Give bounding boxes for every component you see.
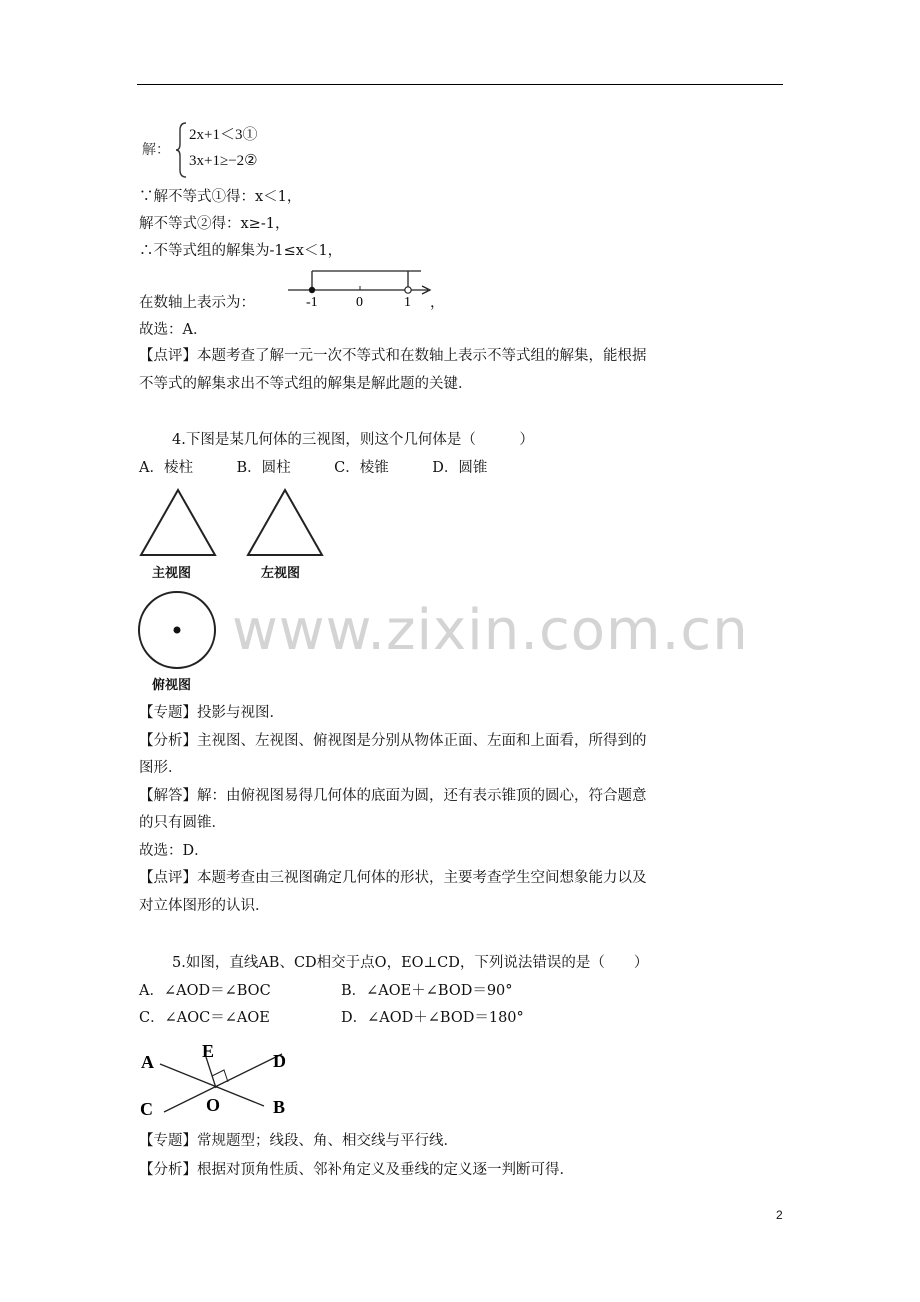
choice-a: 故选：A． [139, 322, 208, 338]
numberline-label-0: 0 [356, 295, 363, 310]
left-view-label: 左视图 [261, 566, 301, 581]
q4-topic: 【专题】投影与视图． [139, 705, 284, 721]
solution-line-1: ∵解不等式①得：x＜1， [139, 189, 302, 205]
solution-line-3: ∴不等式组的解集为-1≤x＜1， [139, 243, 343, 259]
q5-analysis: 【分析】根据对顶角性质、邻补角定义及垂线的定义逐一判断可得． [139, 1162, 574, 1178]
q4-choice: 故选：D． [139, 843, 209, 859]
q5-option-a: A．∠AOD＝∠BOC [139, 983, 271, 999]
inequality-system [139, 121, 339, 181]
number-line [284, 266, 444, 310]
point-label-b: B [273, 1097, 286, 1117]
q4-analysis-1: 【分析】主视图、左视图、俯视图是分别从物体正面、左面和上面看，所得到的 [139, 733, 647, 749]
point-label-e: E [202, 1041, 215, 1061]
front-view-triangle [138, 487, 218, 559]
q4-answer-1: 【解答】解：由俯视图易得几何体的底面为圆，还有表示锥顶的圆心，符合题意 [139, 788, 647, 804]
system-brace [175, 121, 189, 179]
q5-topic: 【专题】常规题型；线段、角、相交线与平行线． [139, 1133, 458, 1149]
system-prefix: 解： [142, 142, 170, 158]
header-rule [137, 84, 783, 85]
q4-answer-2: 的只有圆锥． [139, 815, 226, 831]
numberline-prefix: 在数轴上表示为： [139, 295, 255, 311]
equation-2: 3x+1≥−2② [189, 153, 258, 169]
numberline-label-1: 1 [404, 295, 411, 310]
point-label-d: D [273, 1051, 286, 1071]
q4-options: A．棱柱 B．圆柱 C．棱锥 D．圆锥 [139, 460, 488, 476]
q5-question: 5.如图，直线AB、CD相交于点O，EO⊥CD，下列说法错误的是（ ） [172, 955, 649, 971]
q4-comment-1: 【点评】本题考查由三视图确定几何体的形状，主要考查学生空间想象能力以及 [139, 870, 647, 886]
top-view-circle [136, 589, 218, 671]
left-view-triangle [245, 487, 325, 559]
q4-question: 4.下图是某几何体的三视图，则这个几何体是（ ） [172, 432, 534, 448]
solution-line-2: 解不等式②得：x≥-1， [139, 216, 290, 232]
comment-line-2: 不等式的解集求出不等式组的解集是解此题的关键． [139, 376, 473, 392]
q4-comment-2: 对立体图形的认识． [139, 898, 270, 914]
point-label-c: C [140, 1099, 153, 1119]
numberline-suffix: ， [430, 295, 445, 311]
equation-1: 2x+1＜3① [189, 127, 258, 143]
q5-option-c: C．∠AOC＝∠AOE [139, 1010, 270, 1026]
watermark: www.zixin.com.cn [232, 598, 749, 663]
numberline-label-neg1: -1 [306, 295, 318, 310]
q5-option-d: D．∠AOD＋∠BOD＝180° [341, 1010, 524, 1026]
page-number: 2 [776, 1208, 783, 1222]
front-view-label: 主视图 [152, 566, 192, 581]
q5-option-b: B．∠AOE＋∠BOD＝90° [341, 983, 513, 999]
q4-analysis-2: 图形． [139, 760, 183, 776]
point-label-a: A [141, 1052, 154, 1072]
point-label-o: O [206, 1095, 221, 1115]
top-view-label: 俯视图 [152, 678, 192, 693]
comment-line-1: 【点评】本题考查了解一元一次不等式和在数轴上表示不等式组的解集，能根据 [139, 348, 647, 364]
intersecting-lines-figure [136, 1036, 306, 1120]
